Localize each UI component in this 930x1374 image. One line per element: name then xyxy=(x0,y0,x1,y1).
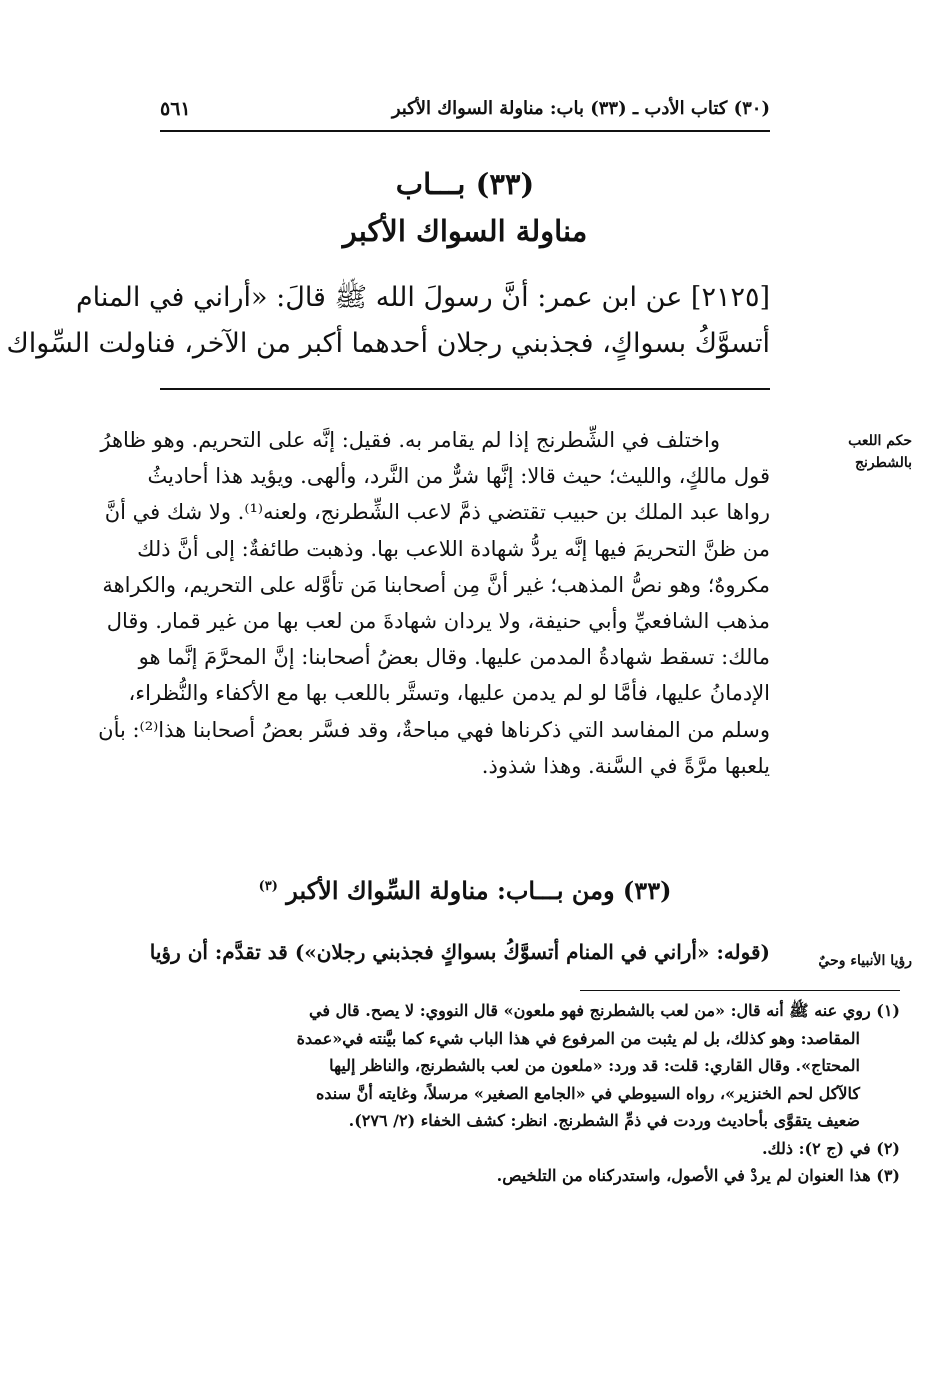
hadith-line: [٢١٢٥] عن ابن عمر: أنَّ رسولَ الله ﷺ قالَ: «أراني في المنام xyxy=(75,282,770,313)
chapter-title: مناولة السواك الأكبر xyxy=(342,214,588,248)
commentary-line: يلعبها مرَّةً في السَّنة. وهذا شذوذ. xyxy=(481,753,770,778)
footnote-line: (٣) هذا العنوان لم يردْ في الأصول، واستدركناه من التلخيص. xyxy=(496,1166,900,1185)
footnotes xyxy=(160,997,900,1190)
footnote-divider xyxy=(580,990,900,991)
commentary xyxy=(98,422,770,784)
margin-note-chess-ruling: حكم اللعب بالشطرنج xyxy=(848,433,912,471)
footnote-ref: (٣) xyxy=(258,879,278,894)
footnote-line: المقاصد: وهو كذلك، بل لم يثبت من المرفوع في هذا الباب شيء كما بيَّنته في«عمدة xyxy=(296,1028,860,1048)
commentary-line: رواها عبد الملك بن حبيب تقتضي ذمَّ لاعب الشِّطرنج، ولعنه⁽¹⁾. ولا شك في أنَّ xyxy=(104,500,770,525)
footnote-line: ضعيف يتقوَّى بأحاديث وردت في ذمِّ الشطرنج. انظر: كشف الخفاء (٢/ ٢٧٦). xyxy=(348,1111,860,1130)
footnote-line: (١) روي عنه ﷺ أنه قال: «من لعب بالشطرنج فهو ملعون» قال النووي: لا يصح. قال في xyxy=(308,1001,900,1020)
commentary-line: الإدمانُ عليها، فأمَّا لو لم يدمن عليها، وتستَّر باللعب بها مع الأكفاء والنُّظراء، xyxy=(128,681,770,706)
footnote-line: كالآكل لحم الخنزير»، رواه السيوطي في «الجامع الصغير» مرسلاً، وغايته أنَّ سنده xyxy=(316,1083,860,1103)
margin-note-prophets-dreams: رؤيا الأنبياء وحيٌ xyxy=(818,953,912,969)
quote-line: (قوله: «أراني في المنام أتسوَّكُ بسواكٍ فجذبني رجلان») قد تقدَّم: أن رؤيا xyxy=(149,940,770,964)
footnote-line: (٢) في (ج ٢): ذلك. xyxy=(761,1138,900,1158)
sub-heading-text: (٣٣) ومن بـــاب: مناولة السِّواك الأكبر xyxy=(286,876,672,905)
hadith-line: أتسوَّكُ بسواكٍ، فجذبني رجلان أحدهما أكبر من الآخر، فناولت السِّواك xyxy=(6,328,770,359)
commentary-line: مكروهٌ؛ وهو نصُّ المذهب؛ غير أنَّ مِن أصحابنا مَن تأوَّله على التحريم، والكراهة xyxy=(102,572,770,597)
running-title: (٣٠) كتاب الأدب ـ (٣٣) باب: مناولة السواك الأكبر xyxy=(391,98,770,119)
commentary-line: من ظنَّ التحريمَ فيها إنَّه يردُّ شهادة اللاعب بها. وذهبت طائفةٌ: إلى أنَّ ذلك xyxy=(137,536,770,561)
commentary-line: مذهب الشافعيِّ وأبي حنيفة، ولا يردان شهادةَ من لعب بها من غير قمار. وقال xyxy=(106,609,770,634)
hadith-text xyxy=(6,275,770,367)
footnote-line: المحتاج». وقال القاري: قلت: قد ورد: «ملعون من لعب بالشطرنج، والناظر إليها xyxy=(329,1056,860,1075)
running-header xyxy=(160,90,770,132)
commentary-line: وسلم من المفاسد التي ذكرناها فهي مباحةٌ، وقد فسَّر بعضُ أصحابنا هذا⁽²⁾: بأن xyxy=(98,717,770,742)
commentary-line: قول مالكٍ، والليث؛ حيث قالا: إنَّها شرٌّ من النَّرد، وألهى. ويؤيد هذا أحاديثُ xyxy=(147,464,770,489)
commentary-line: مالك: تسقط شهادةُ المدمن عليها. وقال بعضُ أصحابنا: إنَّ المحرَّمَ إنَّما هو xyxy=(138,645,770,670)
section-divider xyxy=(160,388,770,390)
page-number: ٥٦١ xyxy=(160,98,191,120)
commentary-line: واختلف في الشِّطرنج إذا لم يقامر به. فقيل: إنَّه على التحريم. وهو ظاهرُ xyxy=(100,428,720,452)
chapter-number: (٣٣) بـــاب xyxy=(395,167,535,201)
sub-heading xyxy=(0,876,930,905)
